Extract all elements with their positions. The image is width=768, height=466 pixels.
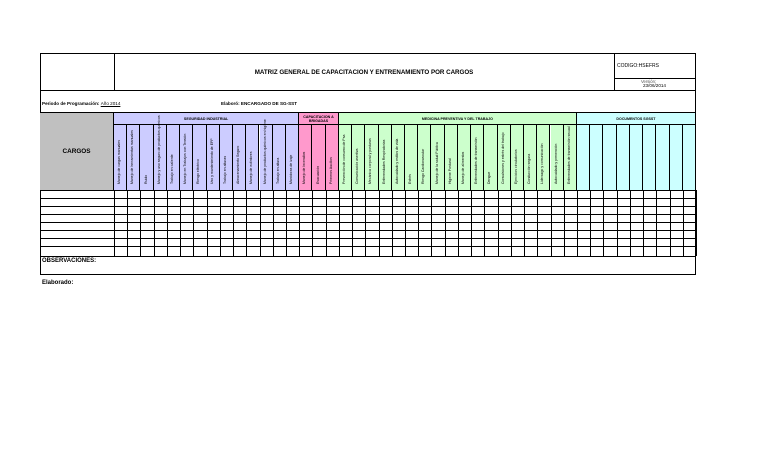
column-header-label: Manejo de cargas manuales	[117, 140, 122, 185]
column-header-label: Riesgo Cardiovascular	[421, 148, 426, 185]
column-header-label: Enfermedades de transmisión	[474, 137, 479, 185]
column-header-label: Manejo de alimentos	[461, 151, 466, 185]
table-column-line	[180, 190, 181, 256]
column-header-label: Autocuidado y estilos de vida	[394, 138, 399, 185]
group-row-divider	[114, 124, 696, 125]
column-header	[458, 124, 471, 190]
column-header	[405, 124, 418, 190]
column-header	[114, 124, 127, 190]
table-column-line	[193, 190, 194, 256]
table-column-line	[154, 190, 155, 256]
table-row-line	[40, 190, 696, 191]
table-column-line	[207, 190, 208, 256]
table-column-line	[326, 190, 327, 256]
column-header-label: Dengue	[487, 171, 492, 185]
column-header-label: Liderazgo y comunicación	[540, 143, 545, 185]
group-brigadas-header: CAPACITACION A BRIGADAS	[299, 113, 339, 124]
table-row-line	[40, 238, 696, 239]
column-header-label: Primeros Auxilios	[328, 157, 333, 185]
observaciones-label: OBSERVACIONES:	[42, 258, 97, 264]
column-header-label: Manejo y uso seguro de productos químicos	[156, 115, 161, 185]
column-header	[630, 124, 643, 190]
column-header-label: Manejo de la salud Pública	[434, 142, 439, 185]
table-column-line	[564, 190, 565, 256]
group-medicina-header: MEDICINA PREVENTIVA Y DEL TRABAJO	[339, 113, 577, 124]
table-column-line	[312, 190, 313, 256]
column-header-label: Manejo de extintores	[249, 151, 254, 185]
table-column-line	[498, 190, 499, 256]
title-bottom-divider	[40, 90, 696, 91]
table-column-line	[140, 190, 141, 256]
table-row-line	[40, 230, 696, 231]
column-header	[670, 124, 683, 190]
column-header-label: Estrés	[408, 174, 413, 185]
table-column-line	[233, 190, 234, 256]
column-header	[524, 124, 537, 190]
column-header	[498, 124, 511, 190]
column-header	[617, 124, 630, 190]
column-header	[167, 124, 180, 190]
title-left-divider	[114, 54, 115, 90]
column-header-label: Trabajo en altura	[275, 157, 280, 185]
table-column-line	[405, 190, 406, 256]
table-row-line	[40, 246, 696, 247]
table-column-line	[127, 190, 128, 256]
table-column-line	[114, 190, 115, 256]
table-column-line	[458, 190, 459, 256]
column-header-label: Manejo en Trabajos con Tensión	[183, 133, 188, 185]
column-header-label: Convulsiones y estrés del trabajo	[500, 132, 505, 185]
period-label: Periodo de Programación:	[42, 101, 100, 106]
table-column-line	[418, 190, 419, 256]
document-code-box	[614, 54, 696, 90]
column-header	[683, 124, 696, 190]
column-header	[577, 124, 590, 190]
column-header	[431, 124, 444, 190]
column-header	[643, 124, 656, 190]
group-documentos-header: DOCUMENTOS SGSST	[577, 113, 696, 124]
column-header-label: Ruido	[143, 175, 148, 185]
column-header	[246, 124, 259, 190]
table-column-line	[670, 190, 671, 256]
column-header	[656, 124, 669, 190]
column-header-label: Riesgo eléctrico	[196, 159, 201, 185]
column-header-label: Conducción segura	[527, 154, 532, 185]
column-header	[127, 124, 140, 190]
table-column-line	[445, 190, 446, 256]
column-header	[207, 124, 220, 190]
table-column-line	[630, 190, 631, 256]
column-header-label: Enfermedades Respiratorias	[381, 139, 386, 185]
column-header-label: Uso y mantenimiento de EPP	[209, 138, 214, 185]
column-header-label: Higiene Postural	[447, 158, 452, 185]
column-header-label: Trabajo en alturas	[223, 156, 228, 185]
column-header	[392, 124, 405, 190]
document-code: CODIGO:HSEFRS	[617, 63, 659, 69]
table-column-line	[392, 190, 393, 256]
column-header	[299, 124, 312, 190]
column-header	[564, 124, 577, 190]
column-header-label: Trabajo en caliente	[170, 154, 175, 185]
version-label: Versión:	[641, 79, 657, 84]
column-header	[260, 119, 273, 190]
column-header-label: Maniobras de izaje	[289, 154, 294, 185]
table-column-line	[683, 190, 684, 256]
document-date: 23/06/2014	[643, 83, 666, 88]
elaborado-label: Elaborado:	[42, 280, 74, 286]
period-value: Año 2014	[100, 101, 121, 106]
column-header-label: Mecánica corporal y posturas	[368, 138, 373, 185]
table-row-line	[40, 214, 696, 215]
column-header	[418, 124, 431, 190]
table-column-line	[339, 190, 340, 256]
table-column-line	[431, 190, 432, 256]
column-header	[352, 124, 365, 190]
table-column-line	[260, 190, 261, 256]
column-header	[339, 124, 352, 190]
column-header-label: Evacuación	[315, 166, 320, 185]
table-column-line	[577, 190, 578, 256]
period-row	[42, 101, 120, 106]
page-title: MATRIZ GENERAL DE CAPACITACION Y ENTRENAMIENTO POR CARGOS	[254, 68, 474, 76]
column-header	[312, 124, 325, 190]
cargos-header: CARGOS	[40, 113, 114, 190]
column-header-label: Comunicación asertiva	[355, 148, 360, 185]
column-header-label: Ejercicios circulatorios	[514, 149, 519, 185]
elaboro-label: Elaboró: ENCARGADO DE SG-SST	[221, 101, 298, 106]
table-column-line	[617, 190, 618, 256]
table-column-line	[273, 190, 274, 256]
column-header	[603, 124, 616, 190]
column-header	[511, 124, 524, 190]
table-column-line	[643, 190, 644, 256]
table-column-line	[524, 190, 525, 256]
column-header	[286, 124, 299, 190]
table-column-line	[286, 190, 287, 256]
table-column-line	[365, 190, 366, 256]
column-header	[233, 124, 246, 190]
table-column-line	[603, 190, 604, 256]
group-seguridad-header: SEGURIDAD INDUSTRIAL	[114, 113, 299, 124]
table-column-line	[484, 190, 485, 256]
column-header	[365, 124, 378, 190]
table-row-line	[40, 198, 696, 199]
table-column-line	[656, 190, 657, 256]
column-header	[326, 124, 339, 190]
column-header	[445, 124, 458, 190]
column-header	[590, 124, 603, 190]
table-column-line	[511, 190, 512, 256]
column-header-label: Enfermedades de transmisión sexual	[566, 126, 571, 185]
table-column-line	[246, 190, 247, 256]
column-header-label: Manejo de Incendios	[302, 151, 307, 185]
cargos-column-line	[40, 190, 41, 256]
column-header	[484, 124, 497, 190]
column-header-label: Autocuidado y prevención	[553, 143, 558, 185]
column-header	[220, 124, 233, 190]
column-header	[154, 115, 167, 190]
column-header	[471, 124, 484, 190]
table-column-line	[537, 190, 538, 256]
table-column-line	[696, 190, 697, 256]
column-header	[379, 124, 392, 190]
column-header	[273, 124, 286, 190]
column-header-label: Prevención de consumo de Psa	[342, 134, 347, 185]
column-header-label: Manejo de herramientas manuales	[130, 130, 135, 185]
table-row-line	[40, 256, 696, 257]
column-header	[140, 124, 153, 190]
table-column-line	[352, 190, 353, 256]
column-header	[193, 124, 206, 190]
table-column-line	[299, 190, 300, 256]
column-header	[180, 124, 193, 190]
column-header-label: Almacenamiento Seguro	[236, 145, 241, 185]
table-column-line	[167, 190, 168, 256]
table-column-line	[551, 190, 552, 256]
table-column-line	[471, 190, 472, 256]
column-header	[537, 124, 550, 190]
table-column-line	[379, 190, 380, 256]
table-row-line	[40, 222, 696, 223]
table-column-line	[220, 190, 221, 256]
table-column-line	[590, 190, 591, 256]
column-header	[551, 124, 564, 190]
column-header-label: Manejo de productos químicos en higiene	[262, 119, 267, 185]
table-row-line	[40, 206, 696, 207]
